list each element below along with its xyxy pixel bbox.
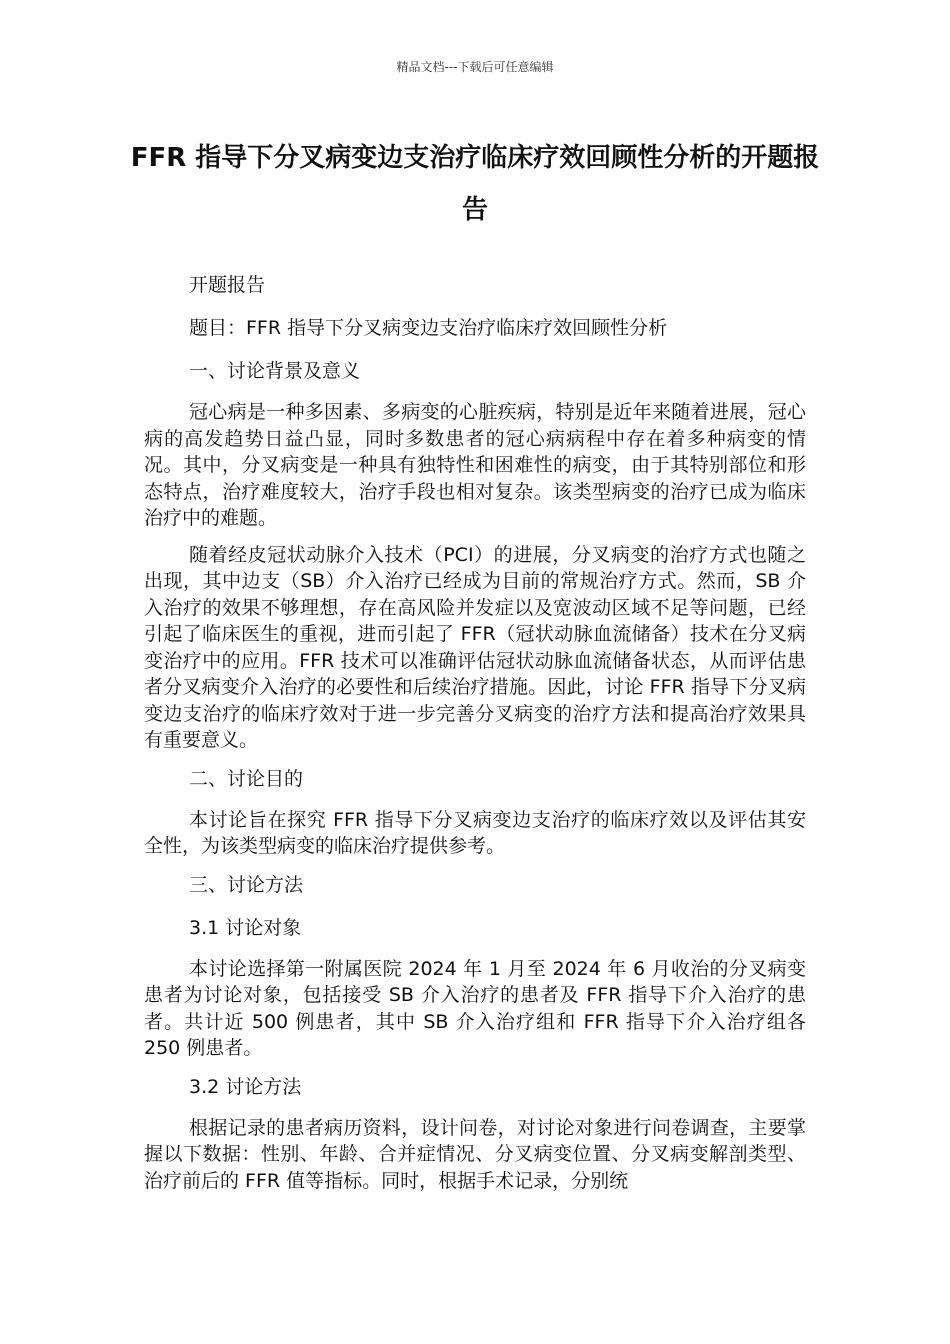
section-heading-methods: 三、讨论方法 (189, 873, 304, 896)
paragraph-methods: 根据记录的患者病历资料，设计问卷，对讨论对象进行问卷调查，主要掌握以下数据：性别、年龄、合并症情况、分叉病变位置、分叉病变解剖类型、治疗前后的 FFR 值等指标。同时，根据手术记录，分别统 (144, 1116, 806, 1192)
paragraph-purpose: 本讨论旨在探究 FFR 指导下分叉病变边支治疗的临床疗效以及评估其安全性，为该类型病变的临床治疗提供参考。 (144, 808, 806, 857)
topic-line: 题目：FFR 指导下分叉病变边支治疗临床疗效回顾性分析 (189, 317, 668, 339)
paragraph-background-2: 随着经皮冠状动脉介入技术（PCI）的进展，分叉病变的治疗方式也随之出现，其中边支（SB）介入治疗已经成为目前的常规治疗方式。然而，SB 介入治疗的效果不够理想，存在高风险并发症以及宽波动区域不足等问题，已经引起了临床医生的重视，进而引起了 FFR（冠状动脉血流储备）技术在分叉病变治疗中的应用。FFR 技术可以准确评估冠状动脉血流储备状态，从而评估患者分叉病变介入治疗的必要性和后续治疗措施。因此，讨论 FFR 指导下分叉病变边支治疗的临床疗效对于进一步完善分叉病变的治疗方法和提高治疗效果具有重要意义。 (144, 543, 806, 751)
header-note: 精品文档---下载后可任意编辑 (396, 60, 554, 74)
document-body (144, 270, 806, 1204)
subsection-heading-methods: 3.2 讨论方法 (189, 1075, 302, 1098)
document-title: FFR 指导下分叉病变边支治疗临床疗效回顾性分析的开题报告 (130, 143, 820, 225)
subsection-heading-subjects: 3.1 讨论对象 (189, 916, 302, 939)
paragraph-background-1: 冠心病是一种多因素、多病变的心脏疾病，特别是近年来随着进展，冠心病的高发趋势日益凸显，同时多数患者的冠心病病程中存在着多种病变的情况。其中，分叉病变是一种具有独特性和困难性的病变，由于其特别部位和形态特点，治疗难度较大，治疗手段也相对复杂。该类型病变的治疗已成为临床治疗中的难题。 (144, 401, 806, 529)
report-label: 开题报告 (189, 274, 266, 296)
section-heading-background: 一、讨论背景及意义 (189, 360, 361, 382)
paragraph-subjects: 本讨论选择第一附属医院 2024 年 1 月至 2024 年 6 月收治的分叉病变患者为讨论对象，包括接受 SB 介入治疗的患者及 FFR 指导下介入治疗的患者。共计近 500 例患者，其中 SB 介入治疗组和 FFR 指导下介入治疗组各 250 例患者。 (144, 957, 806, 1059)
section-heading-purpose: 二、讨论目的 (189, 767, 304, 790)
